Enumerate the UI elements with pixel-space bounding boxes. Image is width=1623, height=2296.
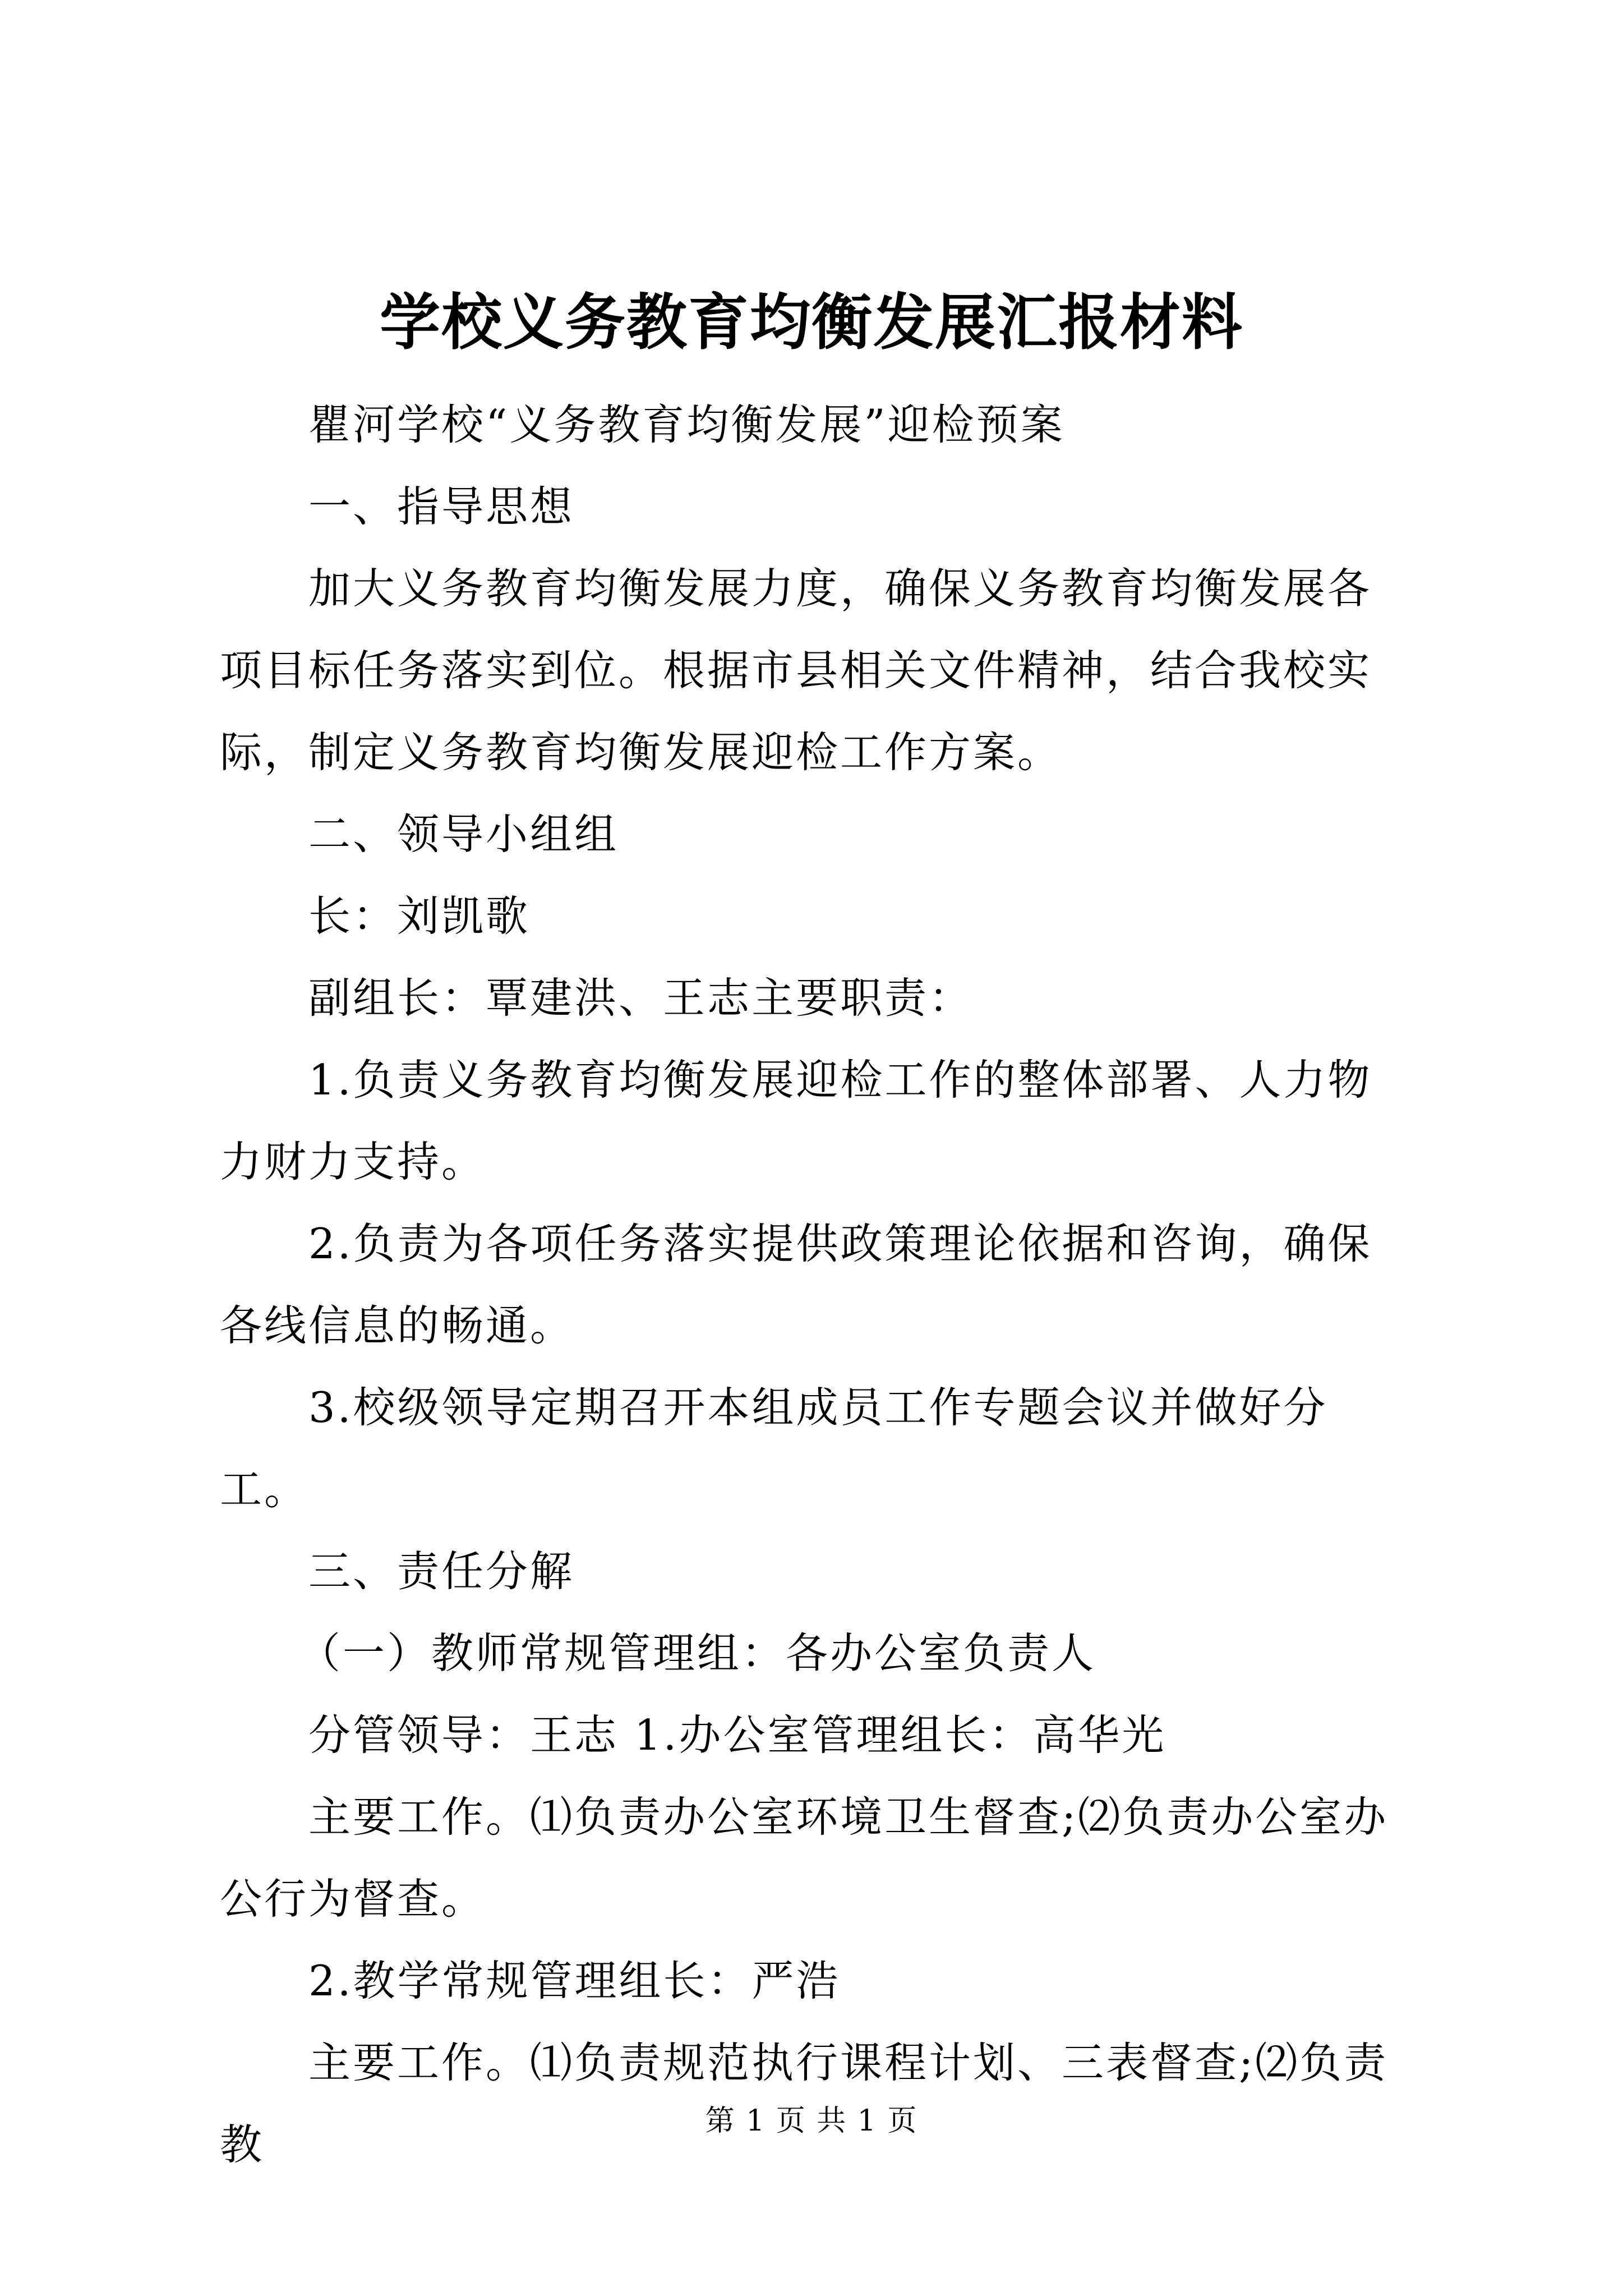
section-heading-guiding-thought: 一、指导思想	[308, 482, 575, 531]
paragraph-subtitle: 瞿河学校“义务教育均衡发展”迎检预案	[308, 400, 1065, 449]
paragraph-deputy-leaders: 副组长：覃建洪、王志主要职责：	[308, 973, 974, 1023]
list-item-duty-2: 2.负责为各项任务落实提供政策理论依据和咨询，确保各线信息的畅通。	[220, 1219, 1372, 1350]
paragraph-guiding-thought: 加大义务教育均衡发展力度，确保义务教育均衡发展各项目标任务落实到位。根据市县相关文件精神，结合我校实际，制定义务教育均衡发展迎检工作方案。	[220, 564, 1372, 777]
document-body	[220, 384, 1412, 2185]
list-item-duty-3: 3.校级领导定期召开本组成员工作专题会议并做好分工。	[220, 1383, 1328, 1514]
subsection-heading-teacher-management: （一）教师常规管理组：各办公室负责人	[298, 1628, 1096, 1678]
page-footer: 第 1 页 共 1 页	[705, 2104, 918, 2138]
document-title: 学校义务教育均衡发展汇报材料	[379, 287, 1243, 358]
paragraph-teaching-work: 主要工作。⑴负责规范执行课程计划、三表督查;⑵负责教	[220, 2038, 1389, 2169]
paragraph-office-work: 主要工作。⑴负责办公室环境卫生督查;⑵负责办公室办公行为督查。	[220, 1792, 1389, 1924]
paragraph-supervising-leader: 分管领导：王志 1.办公室管理组长：高华光	[308, 1710, 1166, 1760]
section-heading-responsibilities: 三、责任分解	[308, 1547, 575, 1596]
list-item-duty-1: 1.负责义务教育均衡发展迎检工作的整体部署、人力物力财力支持。	[220, 1055, 1372, 1186]
paragraph-teaching-management: 2.教学常规管理组长：严浩	[308, 1956, 841, 2005]
paragraph-group-leader: 长：刘凯歌	[308, 891, 531, 941]
section-heading-leadership-group: 二、领导小组组	[308, 809, 619, 859]
